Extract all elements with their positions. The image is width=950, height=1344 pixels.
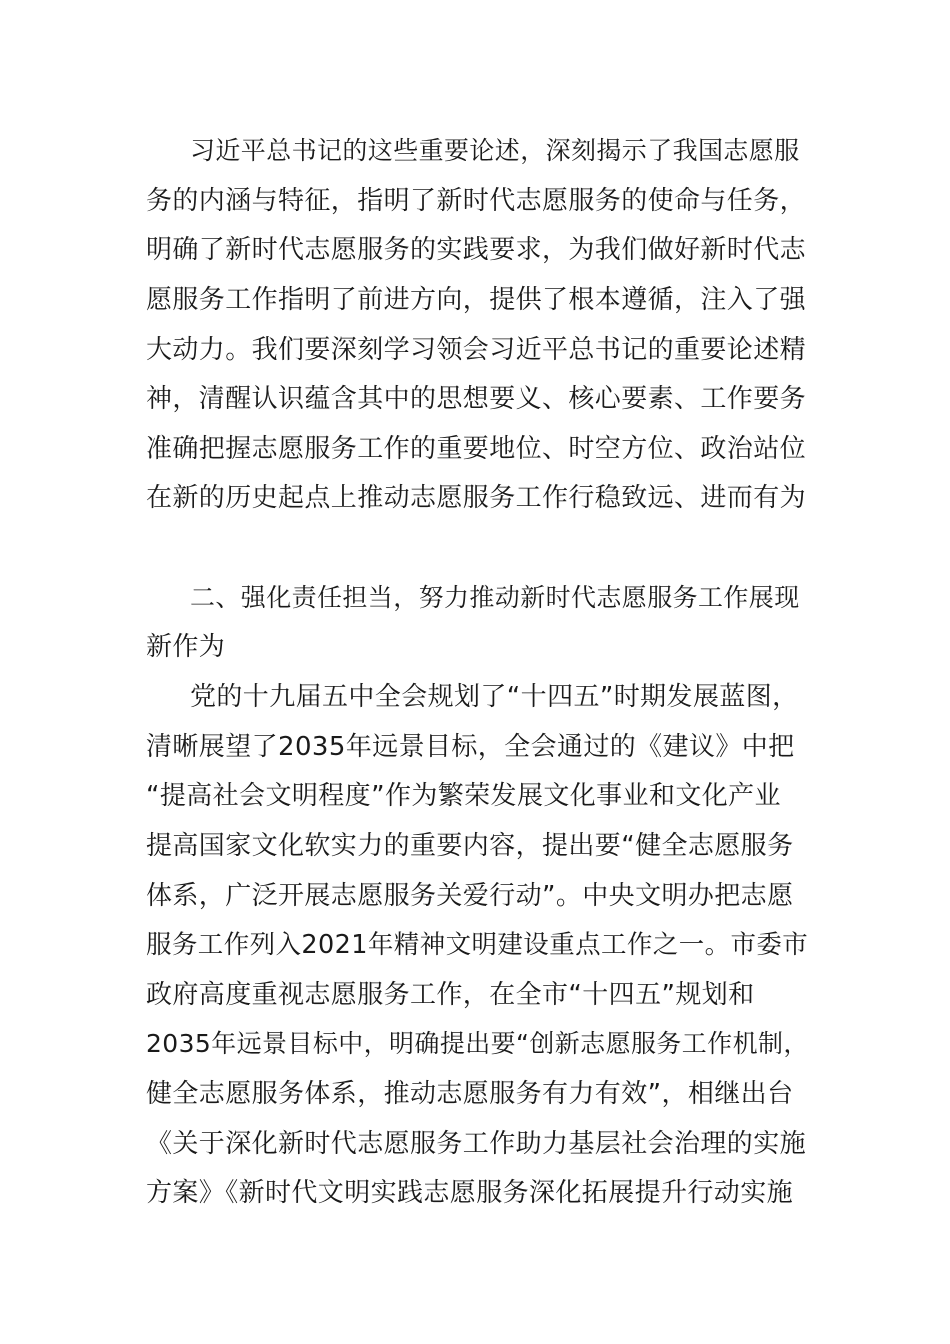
paragraph-2-line-2: 清晰展望了2035年远景目标，全会通过的《建议》中把 bbox=[146, 732, 795, 762]
paragraph-2-line-1: 党的十九届五中全会规划了“十四五”时期发展蓝图， bbox=[190, 682, 799, 712]
paragraph-2-line-11: 方案》《新时代文明实践志愿服务深化拓展提升行动实施 bbox=[146, 1178, 794, 1208]
paragraph-2-line-9: 健全志愿服务体系，推动志愿服务有力有效”，相继出台 bbox=[146, 1079, 794, 1109]
paragraph-1-line-4: 愿服务工作指明了前进方向，提供了根本遵循，注入了强 bbox=[146, 285, 807, 315]
paragraph-2-line-5: 体系，广泛开展志愿服务关爱行动”。中央文明办把志愿 bbox=[146, 881, 794, 911]
paragraph-2-line-4: 提高国家文化软实力的重要内容，提出要“健全志愿服务 bbox=[146, 831, 794, 861]
paragraph-1-line-8: 在新的历史起点上推动志愿服务工作行稳致远、进而有为 bbox=[146, 483, 807, 513]
section-heading-line-2: 新作为 bbox=[146, 632, 226, 662]
section-heading-line-1: 二、强化责任担当，努力推动新时代志愿服务工作展现 bbox=[190, 583, 800, 612]
paragraph-1-line-6: 神，清醒认识蕴含其中的思想要义、核心要素、工作要务 bbox=[146, 384, 807, 414]
paragraph-2-line-10: 《关于深化新时代志愿服务工作助力基层社会治理的实施 bbox=[146, 1129, 807, 1159]
paragraph-2-line-7: 政府高度重视志愿服务工作，在全市“十四五”规划和 bbox=[146, 980, 755, 1010]
paragraph-1-line-2: 务的内涵与特征，指明了新时代志愿服务的使命与任务， bbox=[146, 186, 807, 216]
paragraph-1-line-5: 大动力。我们要深刻学习领会习近平总书记的重要论述精 bbox=[146, 335, 807, 365]
paragraph-2-line-8: 2035年远景目标中，明确提出要“创新志愿服务工作机制， bbox=[146, 1029, 809, 1058]
paragraph-2-line-3: “提高社会文明程度”作为繁荣发展文化事业和文化产业 bbox=[146, 781, 781, 811]
paragraph-1-line-1: 习近平总书记的这些重要论述，深刻揭示了我国志愿服 bbox=[190, 136, 800, 165]
paragraph-2-line-6: 服务工作列入2021年精神文明建设重点工作之一。市委市 bbox=[146, 930, 809, 960]
paragraph-1-line-3: 明确了新时代志愿服务的实践要求，为我们做好新时代志 bbox=[146, 235, 807, 265]
paragraph-1-line-7: 准确把握志愿服务工作的重要地位、时空方位、政治站位 bbox=[146, 434, 807, 464]
